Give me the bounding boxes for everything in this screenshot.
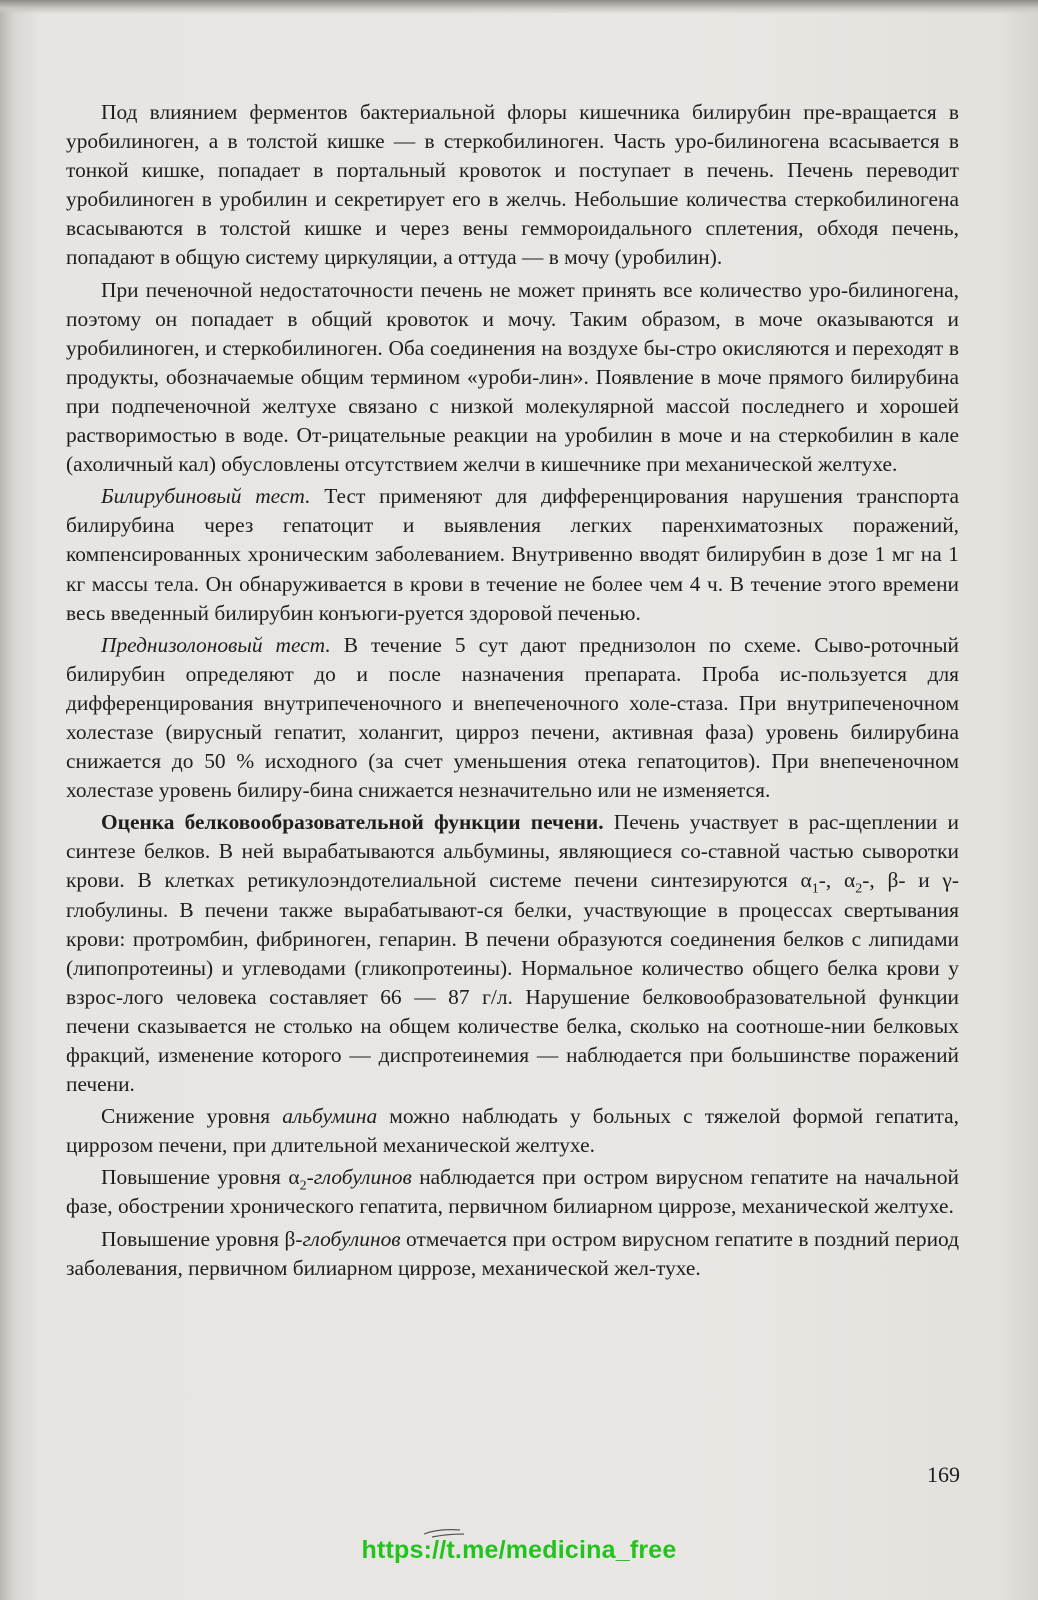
paragraph-beta-globulins: Повышение уровня β-глобулинов отмечается при остром вирусном гепатите в поздний период заболевания, первичном билиарном циррозе, механической жел-тухе. [66,1226,959,1280]
paragraph-albumin: Снижение уровня альбумина можно наблюдать у больных с тяжелой формой гепатита, циррозом печени, при длительной механической желтухе. [66,1104,960,1158]
paragraph-protein-function: Оценка белковообразовательной функции печени. Печень участвует в рас-щеплении и синтезе белков. В ней вырабатываются альбумины, являющиеся со-ставной частью сыворотки крови. В клетках ретикулоэндотелиальной системе печени синтезируются $\alpha_1-$, $\alpha_2-$, β- и γ-глобулины. В печени также вырабатывают-ся белки, участвующие в процессах свертывания крови: протромбин, фибриноген, гепарин. В печени образуются соединения белков с липидами (липопротеины) и углеводами (гликопротеины). Нормальное количество общего белка крови у взрос-лого человека составляет 66 — 87 г/л. Нарушение белковообразовательной функции печени сказывается не столько на общем количестве белка, сколько на соотноше-нии белковых фракций, изменение которого — диспротеинемия — наблюдается при большинстве поражений печени. [66,810,960,1097]
paragraph-bilirubin-test: Билирубиновый тест. Тест применяют для дифференцирования нарушения транспорта билирубина через гепатоцит и выявления легких паренхиматозных поражений, компенсированных хроническим заболеванием. Внутривенно вводят билирубин в дозе 1 мг на 1 кг массы тела. Он обнаруживается в крови в течение не более чем 4 ч. В течение этого времени весь введенный билирубин конъюги-руется здоровой печенью. [66,484,960,625]
telegram-channel-link[interactable]: https://t.me/medicina_free [361,1536,677,1564]
paragraph-liver-insufficiency: При печеночной недостаточности печень не может принять все количество уро-билиногена, поэтому он попадает в общий кровоток и мочу. Таким образом, в моче оказываются и уробилиноген, и стеркобилиноген. Оба соединения на воздухе бы-стро окисляются и переходят в продукты, обозначаемые общим термином «уроби-лин». Появление в моче прямого билирубина при подпеченочной желтухе связано с низкой молекулярной массой последнего и хорошей растворимостью в воде. От-рицательные реакции на уробилин в моче и на стеркобилин в кале (ахоличный кал) обусловлены отсутствием желчи в кишечнике при механической желтухе. [66,277,959,477]
paragraph-prednisolone-test: Преднизолоновый тест. В течение 5 сут дают преднизолон по схеме. Сыво-роточный билирубин определяют до и после назначения препарата. Проба ис-пользуется для дифференцирования внутрипеченочного и внепеченочного холе-стаза. При внутрипеченочном холестазе (вирусный гепатит, холангит, цирроз печени, активная фаза) уровень билирубина снижается до 50 % исходного (за счет уменьшения отека гепатоцитов). При внепеченочном холестазе уровень билиру-бина снижается незначительно или не изменяется. [66,632,959,803]
top-edge-shadow [0,0,1038,14]
paragraph-alpha2-globulins: Повышение уровня $\alpha_2$-глобулинов наблюдается при остром вирусном гепатите на начальной фазе, обострении хронического гепатита, первичном билиарном циррозе, механической желтухе. [66,1165,959,1219]
body-text [66,98,959,1286]
paragraph-urobilinogen: Под влиянием ферментов бактериальной флоры кишечника билирубин пре-вращается в уробилиноген, а в толстой кишке — в стеркобилиноген. Часть уро-билиногена всасывается в тонкой кишке, попадает в портальный кровоток и поступает в печень. Печень переводит уробилиноген в уробилин и секретирует его в желчь. Небольшие количества стеркобилиногена всасываются в толстой кишке и через вены геммороидального сплетения, обходя печень, попадают в общую систему циркуляции, а оттуда — в мочу (уробилин). [66,100,959,270]
page-number: 169 [927,1462,960,1487]
